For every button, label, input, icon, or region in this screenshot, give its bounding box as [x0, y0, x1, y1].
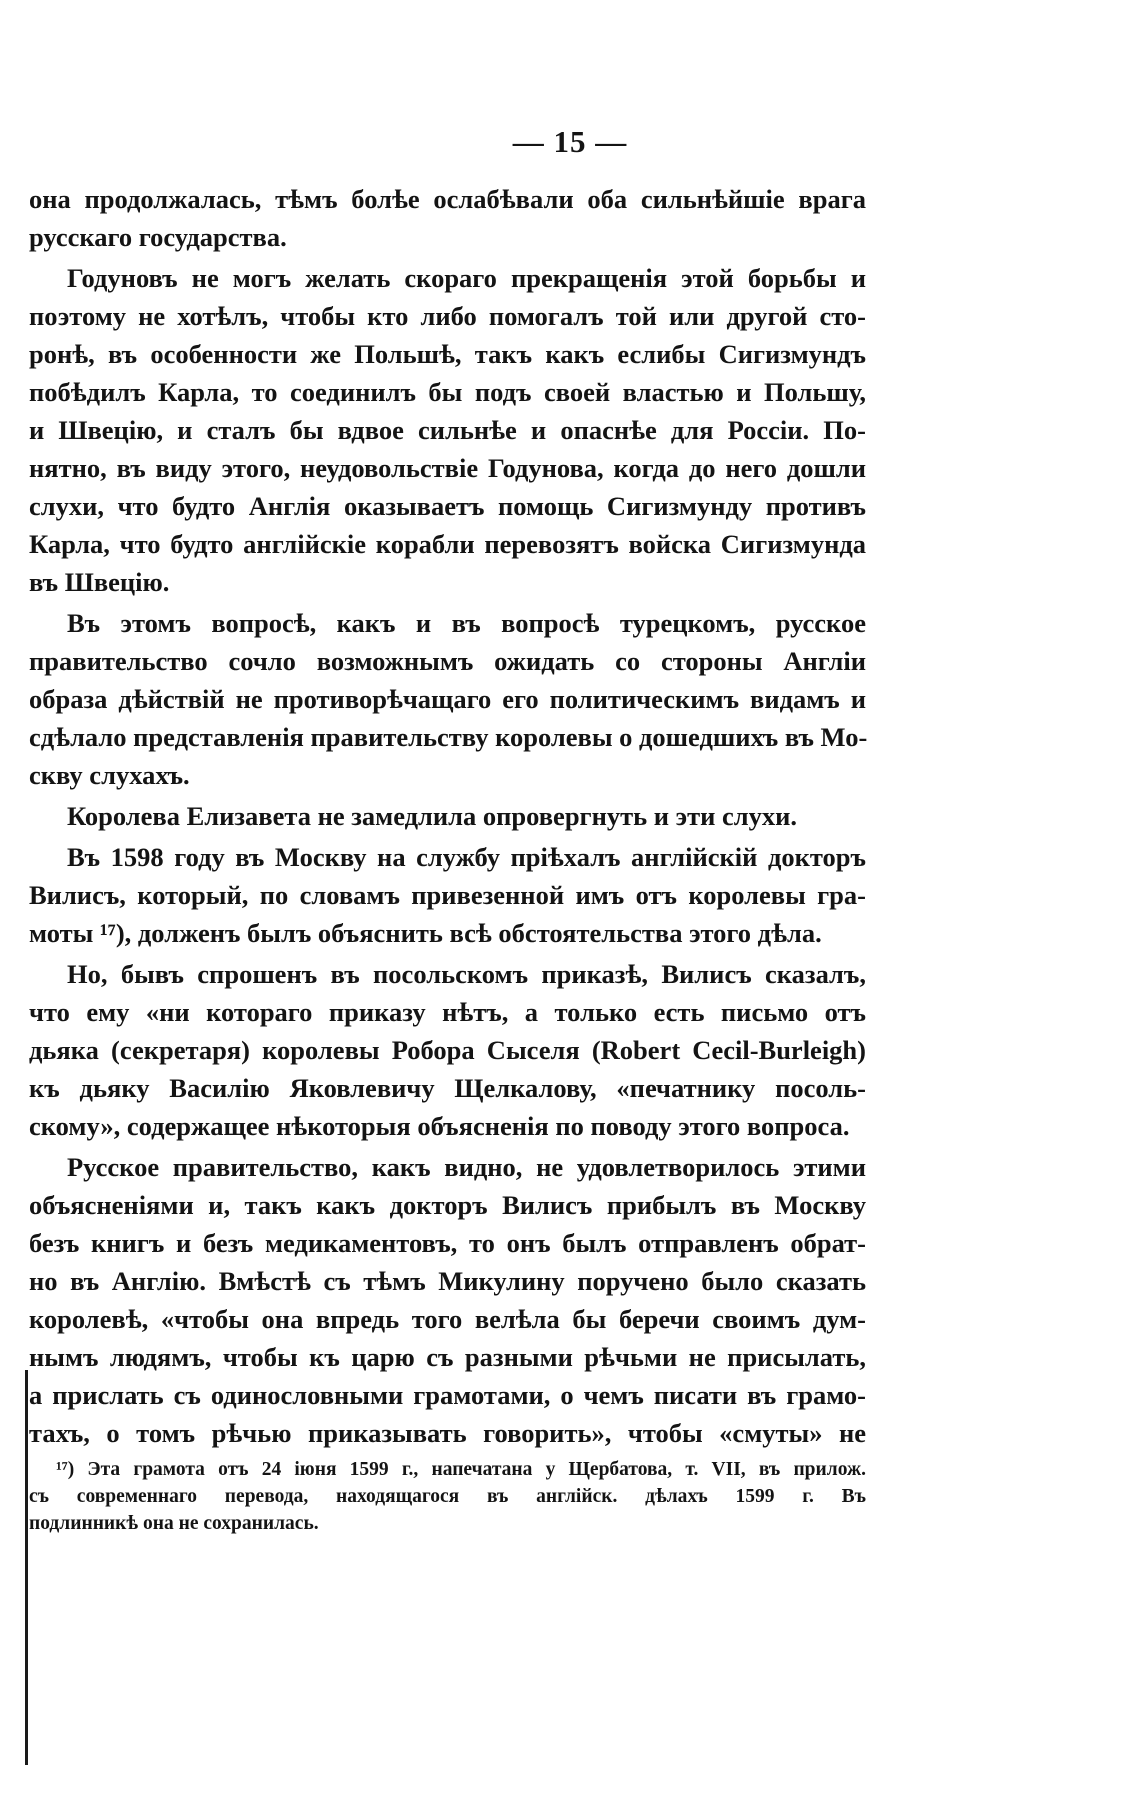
text-line: побѣдилъ Карла, то соединилъ бы подъ своей властью и Польшу, [29, 377, 866, 407]
text-line: нымъ людямъ, чтобы къ царю съ разными рѣчьми не присылать, [29, 1342, 866, 1372]
text-line: безъ книгъ и безъ медикаментовъ, то онъ былъ отправленъ обрат- [29, 1228, 866, 1258]
text-line: объясненіями и, такъ какъ докторъ Вилисъ прибылъ въ Москву [29, 1190, 866, 1220]
text-line: въ Швецію. [29, 567, 170, 597]
text-line: она продолжалась, тѣмъ болѣе ослабѣвали оба сильнѣйшіе врага [29, 184, 866, 214]
text-line: Годуновъ не могъ желать скораго прекращенія этой борьбы и [67, 263, 866, 293]
text-line: слухи, что будто Англія оказываетъ помощь Сигизмунду противъ [29, 491, 866, 521]
text-line: скву слухахъ. [29, 760, 190, 790]
page-number: — 15 — [512, 124, 628, 159]
text-line: поэтому не хотѣлъ, чтобы кто либо помогалъ той или другой сто- [29, 301, 866, 331]
text-line: ронѣ, въ особенности же Польшѣ, такъ какъ еслибы Сигизмундъ [29, 339, 866, 369]
paragraph [29, 838, 866, 952]
paragraph [29, 1148, 866, 1452]
text-line: Королева Елизавета не замедлила опровергнуть и эти слухи. [67, 801, 798, 831]
text-line: правительство сочло возможнымъ ожидать со стороны Англіи [29, 646, 866, 676]
footnote-line: съ современнаго перевода, находящагося въ англійск. дѣлахъ 1599 г. Въ [29, 1486, 866, 1507]
text-line: Въ 1598 году въ Москву на службу пріѣхалъ англійскій докторъ [67, 842, 866, 872]
text-line: скому», содержащее нѣкоторыя объясненія по поводу этого вопроса. [29, 1111, 850, 1141]
text-line: Но, бывъ спрошенъ въ посольскомъ приказѣ, Вилисъ сказалъ, [67, 959, 866, 989]
text-line: Въ этомъ вопросѣ, какъ и въ вопросѣ турецкомъ, русское [67, 608, 866, 638]
footnote-line: ¹⁷) Эта грамота отъ 24 іюня 1599 г., напечатана у Щербатова, т. VII, въ прилож. [56, 1459, 866, 1480]
scan-margin-line [25, 1370, 28, 1765]
paragraph [29, 797, 866, 835]
paragraph [29, 259, 866, 601]
text-line: моты ¹⁷), долженъ былъ объяснить всѣ обстоятельства этого дѣла. [29, 918, 822, 948]
text-line: Русское правительство, какъ видно, не удовлетворилось этими [67, 1152, 866, 1182]
main-text [29, 180, 866, 1455]
text-line: но въ Англію. Вмѣстѣ съ тѣмъ Микулину поручено было сказать [29, 1266, 866, 1296]
text-line: нятно, въ виду этого, неудовольствіе Годунова, когда до него дошли [29, 453, 866, 483]
text-line: образа дѣйствій не противорѣчащаго его политическимъ видамъ и [29, 684, 866, 714]
text-line: дьяка (секретаря) королевы Робора Сыселя (Robert Cecil-Burleigh) [29, 1035, 866, 1065]
footnote-line: подлинникѣ она не сохранилась. [29, 1513, 319, 1534]
text-line: королевѣ, «чтобы она впредь того велѣла бы беречи своимъ дум- [29, 1304, 866, 1334]
text-line: къ дьяку Василію Яковлевичу Щелкалову, «печатнику посоль- [29, 1073, 866, 1103]
text-line: что ему «ни котораго приказу нѣтъ, а только есть письмо отъ [29, 997, 866, 1027]
footnote-block [29, 1456, 866, 1537]
text-line: Вилисъ, который, по словамъ привезенной имъ отъ королевы гра- [29, 880, 866, 910]
text-line: Карла, что будто англійскіе корабли перевозятъ войска Сигизмунда [29, 529, 866, 559]
text-line: и Швецію, и сталъ бы вдвое сильнѣе и опаснѣе для Россіи. По- [29, 415, 866, 445]
paragraph [29, 180, 866, 256]
text-line: а прислать съ одинословными грамотами, о чемъ писати въ грамо- [29, 1380, 866, 1410]
text-line: сдѣлало представленія правительству королевы о дошедшихъ въ Мо- [29, 722, 868, 752]
text-line: русскаго государства. [29, 222, 287, 252]
paragraph [29, 604, 866, 794]
text-line: тахъ, о томъ рѣчью приказывать говорить», чтобы «смуты» не [29, 1418, 866, 1448]
paragraph [29, 955, 866, 1145]
